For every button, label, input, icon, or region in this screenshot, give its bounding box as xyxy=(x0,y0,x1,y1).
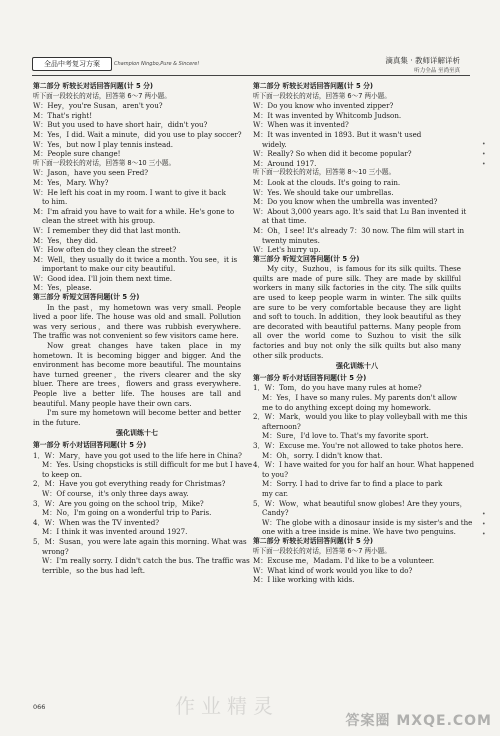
tagline: Champion Ningbo,Pure & Sincere! xyxy=(114,61,200,67)
dialogue-line: 4．W：I have waited for you for half an hour. What happened xyxy=(253,460,475,470)
dialogue-line: M：Oh，sorry. I didn't know that. xyxy=(262,450,383,460)
dialogue-line: W：Yes，but now I play tennis instead. xyxy=(33,139,174,149)
section-heading: 第一部分 听小对话回答问题(计 5 分) xyxy=(253,373,367,382)
unit-title: 强化训练十八 xyxy=(336,362,378,371)
dialogue-line: W：Do you know who invented zipper? xyxy=(253,101,394,111)
dialogue-line: W：The globe with a dinosaur inside is my sister's and the xyxy=(262,517,473,527)
section-heading: 第三部分 听短文回答问题(计 5 分) xyxy=(253,254,360,263)
left-column xyxy=(33,82,253,575)
dialogue-line: wrong? xyxy=(42,546,69,556)
dialogue-line: terrible，so the bus had left. xyxy=(42,565,146,575)
dialogue-line: M：It was invented by Whitcomb Judson. xyxy=(253,110,402,120)
instruction: 听下面一段较长的对话，回答第 6～7 两小题。 xyxy=(33,91,171,100)
series-logo: 全品中考复习方案 xyxy=(32,57,112,71)
right-column xyxy=(253,82,475,585)
dialogue-line: W：But you used to have short hair，didn't you? xyxy=(33,120,208,130)
dialogue-line: Candy? xyxy=(262,508,289,518)
passage-paragraph: I'm sure my hometown will become better and better in the future. xyxy=(33,408,241,427)
dialogue-line: 3．W：Are you going on the school trip，Mike? xyxy=(33,498,204,508)
dialogue-line: M：Look at the clouds. It's going to rain. xyxy=(253,177,401,187)
section-heading: 第一部分 听小对话回答问题(计 5 分) xyxy=(33,440,147,449)
dialogue-line: 3．W：Excuse me. You're not allowed to take photos here. xyxy=(253,440,464,450)
dialogue-line: W：Jason，have you seen Fred? xyxy=(33,168,149,178)
unit-title: 强化训练十七 xyxy=(116,429,158,438)
instruction: 听下面一段较长的对话，回答第 8～10 三小题。 xyxy=(33,158,176,167)
dialogue-line: M：Excuse me，Madam. I'd like to be a volunteer. xyxy=(253,556,435,566)
dialogue-line: M：I think it was invented around 1927. xyxy=(42,527,188,537)
dialogue-line: 4．W：When was the TV invented? xyxy=(33,517,160,527)
dialogue-line: M：I'm afraid you have to wait for a while. He's gone to xyxy=(33,206,235,216)
brand-subtitle: 听力全品 至尚至真 xyxy=(414,68,460,74)
watermark-corner: 答案圈 MXQE.COM xyxy=(345,713,492,729)
dialogue-line: 2．M：Have you got everything ready for Christmas? xyxy=(33,479,226,489)
section-heading: 第二部分 听较长对话回答问题(计 5 分) xyxy=(253,536,373,545)
dialogue-line: M：Do you know when the umbrella was invented? xyxy=(253,197,438,207)
instruction: 听下面一段较长的对话，回答第 6～7 两小题。 xyxy=(253,546,391,555)
dialogue-line: M：Sorry. I had to drive far to find a place to park xyxy=(262,479,443,489)
dialogue-line: M：Yes，Mary. Why? xyxy=(33,177,109,187)
dialogue-line: W：How often do they clean the street? xyxy=(33,245,177,255)
dialogue-line: 5．M：Susan，you were late again this morning. What was xyxy=(33,536,247,546)
dialogue-line: M：Yes，I have so many rules. My parents don't allow xyxy=(262,393,457,402)
section-heading: 第二部分 听较长对话回答问题(计 5 分) xyxy=(33,82,153,90)
dialogue-line: twenty minutes. xyxy=(262,235,320,245)
dialogue-line: clean the street with his group. xyxy=(42,216,156,226)
dialogue-line: M：Sure，I'd love to. That's my favorite sport. xyxy=(262,431,429,441)
dialogue-line: W：Of course，it's only three days away. xyxy=(42,488,189,498)
dialogue-line: M：That's right! xyxy=(33,110,93,120)
dialogue-line: to you? xyxy=(262,469,289,479)
dialogue-line: important to make our city beautiful. xyxy=(42,264,176,274)
dialogue-line: M：Yes，I did. Wait a minute，did you use to play soccer? xyxy=(33,129,242,139)
dialogue-line: at that time. xyxy=(262,216,307,226)
dialogue-line: W：Really? So when did it become popular? xyxy=(253,149,412,159)
dialogue-line: W：About 3,000 years ago. It's said that Lu Ban invented it xyxy=(253,206,467,216)
instruction: 听下面一段较长的对话，回答第 8～10 三小题。 xyxy=(253,168,396,177)
dialogue-line: M：Yes，they did. xyxy=(33,235,98,245)
dialogue-line: M：Around 1917. xyxy=(253,158,317,168)
dialogue-line: M：People sure change! xyxy=(33,149,121,159)
dialogue-line: W：Yes. We should take our umbrellas. xyxy=(253,187,394,197)
dialogue-line: M：Yes. Using chopsticks is still difficult for me but I have xyxy=(42,460,253,470)
dialogue-line: W：What kind of work would you like to do? xyxy=(253,565,413,575)
brand-title: 滴真集 · 教师详解详析 xyxy=(385,56,460,65)
header-rule xyxy=(32,75,470,76)
dialogue-line: widely. xyxy=(262,139,287,149)
page-number: 066 xyxy=(33,703,46,711)
dialogue-line: W：I remember they did that last month. xyxy=(33,225,181,235)
dialogue-line: afternoon? xyxy=(262,421,301,431)
passage-paragraph: In the past，my hometown was very small. People lived a poor life. The house was old and small. Pollution was very serious，and there was rubbish everywhere. The traffic was not convenient so few visitors came here. xyxy=(33,302,241,341)
dialogue-line: M：Well，they usually do it twice a month. You see，it is xyxy=(33,254,238,264)
dialogue-line: M：It was invented in 1893. But it wasn't used xyxy=(253,129,422,139)
dialogue-line: M：I like working with kids. xyxy=(253,575,355,585)
dialogue-line: M：No，I'm going on a wonderful trip to Paris. xyxy=(42,508,212,518)
dialogue-line: my car. xyxy=(262,488,289,498)
passage-paragraph: My city，Suzhou，is famous for its silk quilts. These quilts are made of pure silk. They are made by skillful workers in many silk factories in the city. The silk quilts are used to keep people warm in winter. The silk quilts are sure to be very comfortable because they are light and soft to touch. In addition，they look beautiful as they are decorated with beautiful patterns. Many people from all over the world come to Suzhou to visit the silk factories and buy not only the silk quilts but also many other silk products. xyxy=(253,264,461,360)
dialogue-line: M：Yes，please. xyxy=(33,283,92,293)
dialogue-line: W：Hey，you're Susan，aren't you? xyxy=(33,101,163,111)
instruction: 听下面一段较长的对话，回答第 6～7 两小题。 xyxy=(253,91,391,100)
dialogue-line: W：Good idea. I'll join them next time. xyxy=(33,273,173,283)
dialogue-line: W：He left his coat in my room. I want to give it back xyxy=(33,187,226,197)
dialogue-line: to him. xyxy=(42,197,68,207)
dialogue-line: 2．W：Mark，would you like to play volleyball with me this xyxy=(253,412,468,422)
watermark-center: 作业精灵 xyxy=(175,694,279,718)
dialogue-line: M：Oh，I see! It's already 7：30 now. The film will start in xyxy=(253,225,465,235)
dialogue-line: W：Let's hurry up. xyxy=(253,245,321,255)
section-heading: 第三部分 听短文回答问题(计 5 分) xyxy=(33,293,140,302)
passage-paragraph: Now great changes have taken place in my hometown. It is becoming bigger and bigger. And the environment has become more beautiful. The mountains have turned greener，the rivers clearer and the sky bluer. There are trees，flowers and grass everywhere. People live a better life. The houses are tall and beautiful. Many people have their own cars. xyxy=(33,341,241,408)
dialogue-line: W：When was it invented? xyxy=(253,120,349,130)
dialogue-line: to keep on. xyxy=(42,469,82,479)
dialogue-line: 1．W：Tom，do you have many rules at home? xyxy=(253,383,422,393)
section-heading: 第二部分 听较长对话回答问题(计 5 分) xyxy=(253,82,373,90)
dialogue-line: 5．W：Wow，what beautiful snow globes! Are they yours， xyxy=(253,498,467,508)
page-header xyxy=(0,0,500,80)
margin-dots: • • • • • • xyxy=(482,141,486,538)
dialogue-line: 1．W：Mary，have you got used to the life here in China? xyxy=(33,450,242,460)
dialogue-line: one with a tree inside is mine. We have two penguins. xyxy=(262,527,456,537)
dialogue-line: W：I'm really sorry. I didn't catch the bus. The traffic was xyxy=(42,556,250,566)
dialogue-line: me to do anything except doing my homework. xyxy=(262,402,431,412)
